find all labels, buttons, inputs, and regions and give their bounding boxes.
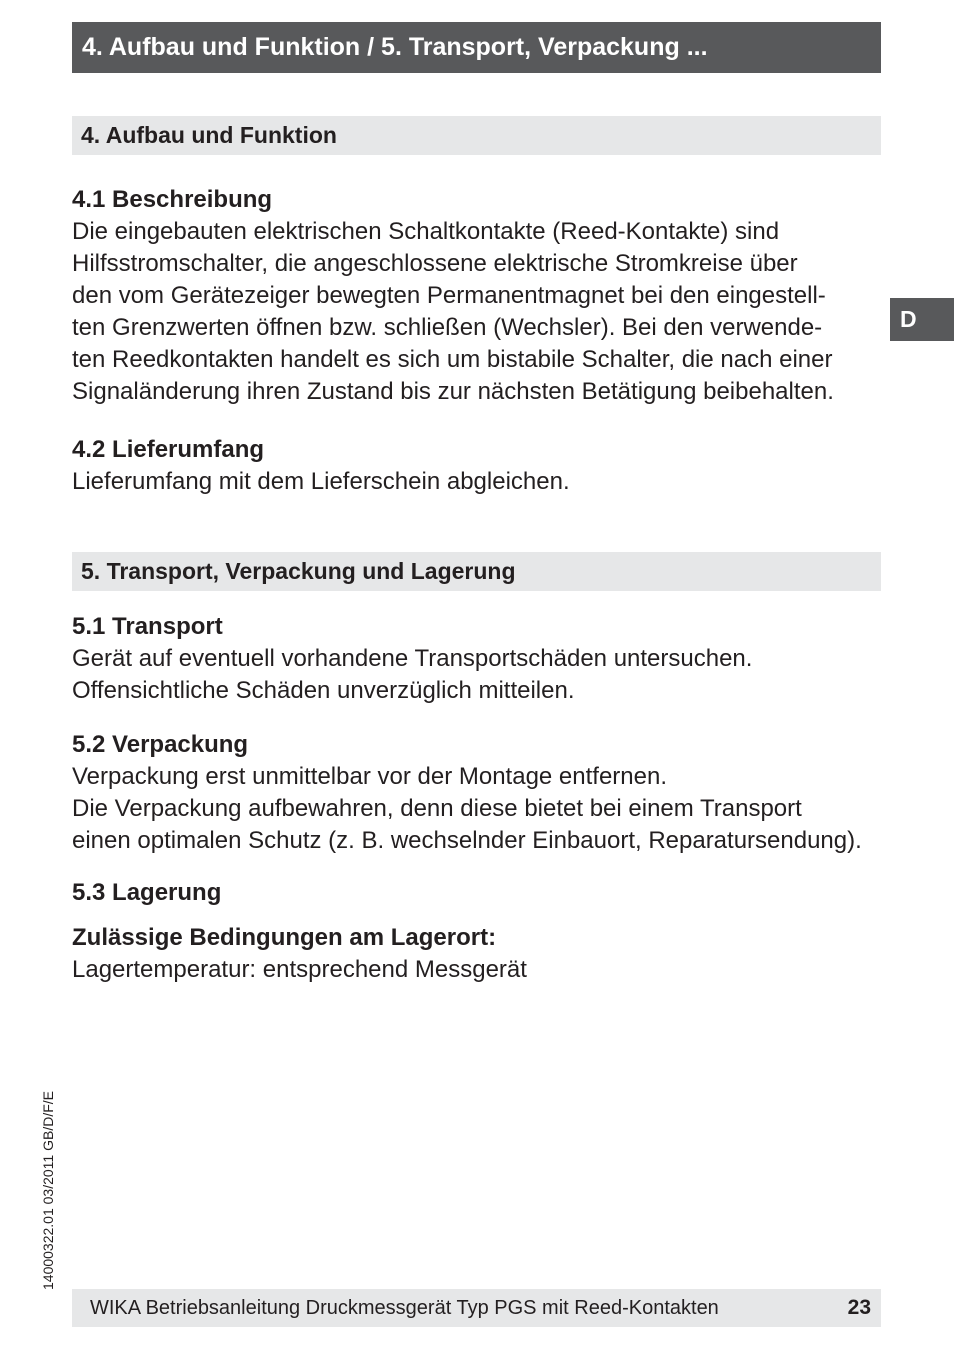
text-line: Offensichtliche Schäden unverzüglich mitteilen.: [72, 677, 575, 704]
paragraph-5-1: [72, 643, 892, 707]
text-line: einen optimalen Schutz (z. B. wechselnder Einbauort, Reparatursendung).: [72, 827, 862, 854]
heading-5-2: 5.2 Verpackung: [72, 731, 249, 758]
paragraph-4-2: [72, 466, 892, 498]
footer-text: WIKA Betriebsanleitung Druckmessgerät Typ PGS mit Reed-Kontakten: [90, 1297, 719, 1319]
text-line: Die Verpackung aufbewahren, denn diese bietet bei einem Transport: [72, 795, 802, 822]
text-line: Die eingebauten elektrischen Schaltkontakte (Reed-Kontakte) sind: [72, 218, 780, 245]
section-5-title: 5. Transport, Verpackung und Lagerung: [72, 552, 881, 591]
section-4-title: 4. Aufbau und Funktion: [72, 116, 881, 155]
text-line: Verpackung erst unmittelbar vor der Montage entfernen.: [72, 763, 668, 790]
heading-4-1: 4.1 Beschreibung: [72, 186, 273, 213]
subheading-storage-conditions: Zulässige Bedingungen am Lagerort:: [72, 924, 497, 951]
paragraph-4-1: [72, 216, 892, 408]
text-line: Hilfsstromschalter, die angeschlossene elektrische Stromkreise über: [72, 250, 798, 277]
paragraph-5-3: [72, 954, 892, 986]
text-line: Lieferumfang mit dem Lieferschein abgleichen.: [72, 468, 570, 495]
heading-5-1: 5.1 Transport: [72, 613, 223, 640]
language-tab: D: [890, 298, 954, 341]
text-line: den vom Gerätezeiger bewegten Permanentmagnet bei den eingestell-: [72, 282, 826, 309]
document-code: 14000322.01 03/2011 GB/D/F/E: [40, 1091, 56, 1290]
heading-4-2: 4.2 Lieferumfang: [72, 436, 265, 463]
text-line: ten Reedkontakten handelt es sich um bistabile Schalter, die nach einer: [72, 346, 833, 373]
text-line: Lagertemperatur: entsprechend Messgerät: [72, 956, 527, 983]
page-number: 23: [847, 1296, 871, 1319]
text-line: Gerät auf eventuell vorhandene Transportschäden untersuchen.: [72, 645, 753, 672]
heading-5-3: 5.3 Lagerung: [72, 879, 222, 906]
text-line: ten Grenzwerten öffnen bzw. schließen (Wechsler). Bei den verwende-: [72, 314, 823, 341]
text-line: Signaländerung ihren Zustand bis zur nächsten Betätigung beibehalten.: [72, 378, 834, 405]
page-footer: [72, 1289, 881, 1327]
paragraph-5-2: [72, 761, 892, 857]
page-header: 4. Aufbau und Funktion / 5. Transport, Verpackung ...: [72, 22, 881, 73]
